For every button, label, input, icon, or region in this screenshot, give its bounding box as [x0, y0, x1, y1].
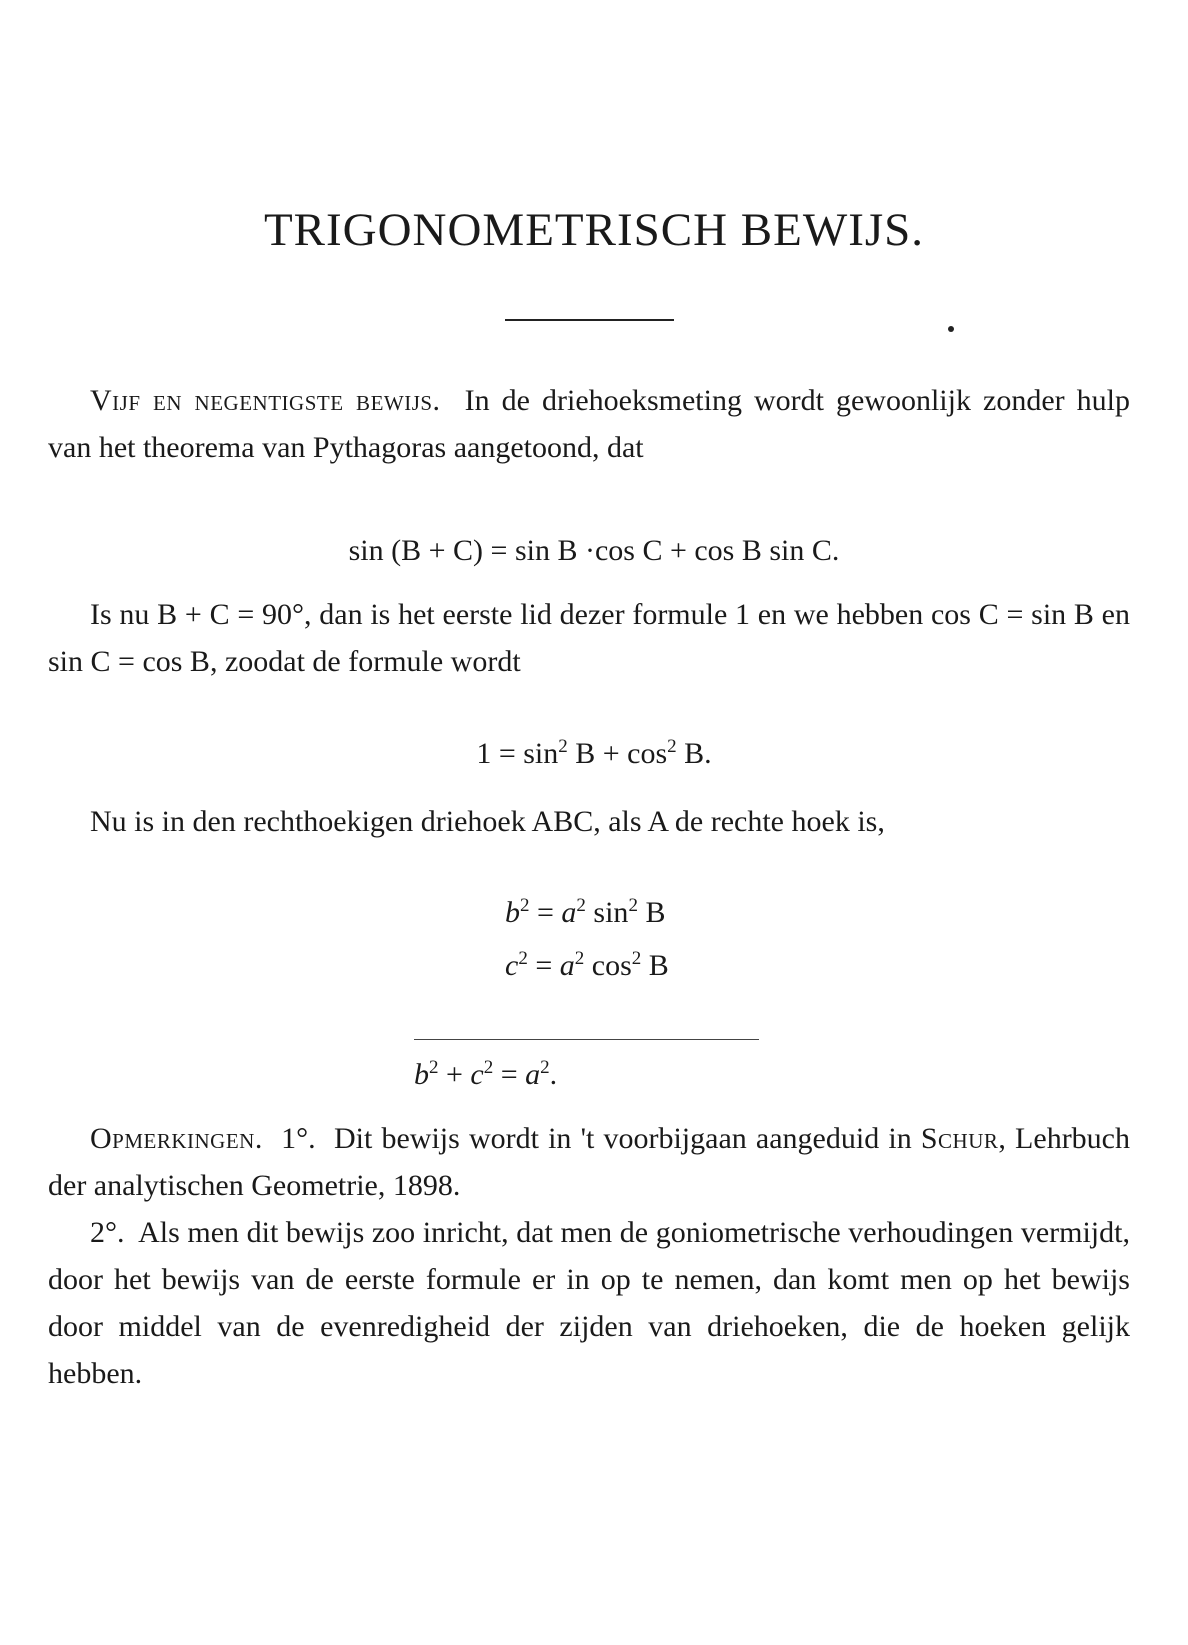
- eq1-var: b: [505, 896, 520, 929]
- right-triangle-text: Nu is in den rechthoekigen driehoek ABC, als A de rechte hoek is,: [90, 805, 885, 838]
- remark-1-number: 1°.: [281, 1122, 316, 1155]
- eq1-fn: sin: [585, 896, 629, 929]
- equation-pythagoras: [414, 1055, 557, 1095]
- equation-b-squared: [505, 893, 665, 933]
- identity-exp2: 2: [667, 736, 677, 757]
- proof-heading: Vijf en negentigste bewijs.: [90, 384, 441, 417]
- substitution-text: Is nu B + C = 90°, dan is het eerste lid dezer formule 1 en we hebben cos C = sin B en sin C = cos B, zoodat de formule wordt: [48, 598, 1130, 678]
- remark-2-text: Als men dit bewijs zoo inricht, dat men de goniometrische verhoudingen vermijdt, door het bewijs van de eerste formule er in op te nemen, dan komt men op het bewijs door middel van de evenredigheid der zijden van driehoeken, die de hoeken gelijk hebben.: [48, 1216, 1130, 1390]
- paragraph-right-triangle: [48, 798, 1130, 845]
- eq2-var: c: [505, 949, 519, 982]
- ink-dot: [948, 326, 954, 332]
- title-rule: [505, 319, 674, 321]
- eq3-plus: +: [438, 1058, 471, 1091]
- eq2-arg: B: [641, 949, 669, 982]
- paragraph-remarks: [48, 1115, 1130, 1397]
- formula-sine-sum: sin (B + C) = sin B ·cos C + cos B sin C.: [348, 534, 840, 567]
- remarks-heading: Opmerkingen.: [90, 1122, 263, 1155]
- eq1-arg: B: [637, 896, 666, 929]
- proof-intro-text: In de driehoeksmeting wordt gewoonlijk zonder hulp van het theorema van Pythagoras aangetoond, dat: [48, 384, 1130, 464]
- paragraph-substitution: [48, 591, 1130, 685]
- eq3-eq: =: [493, 1058, 526, 1091]
- eq2-eq: =: [527, 949, 560, 982]
- remark-1-source: , Lehrbuch der analytischen Geometrie, 1898.: [48, 1122, 1130, 1202]
- equation-c-squared: [505, 946, 669, 986]
- eq1-eq: =: [529, 896, 562, 929]
- remark-2-number: 2°.: [90, 1216, 125, 1249]
- remark-1-author: Schur: [920, 1122, 999, 1155]
- formula-identity: [0, 734, 1188, 774]
- eq3-e1: 2: [429, 1057, 439, 1078]
- identity-lhs: 1 = sin: [476, 737, 559, 770]
- identity-exp1: 2: [558, 736, 568, 757]
- eq2-cexp: 2: [574, 948, 585, 969]
- eq2-exp: 2: [518, 948, 528, 969]
- eq3-end: .: [549, 1058, 558, 1091]
- eq3-v2: c: [470, 1058, 484, 1091]
- identity-rhs: B.: [676, 737, 712, 770]
- eq3-v3: a: [525, 1058, 541, 1091]
- page-title: TRIGONOMETRISCH BEWIJS.: [263, 204, 925, 256]
- eq3-e3: 2: [540, 1057, 550, 1078]
- paragraph-proof-intro: [48, 377, 1130, 471]
- eq1-fexp: 2: [628, 895, 638, 916]
- remark-1-text: Dit bewijs wordt in 't voorbijgaan aangeduid in: [333, 1122, 912, 1155]
- eq3-e2: 2: [483, 1057, 494, 1078]
- eq1-coef: a: [561, 896, 577, 929]
- eq2-fexp: 2: [631, 948, 642, 969]
- eq1-cexp: 2: [576, 895, 586, 916]
- eq2-coef: a: [559, 949, 575, 982]
- eq3-v1: b: [414, 1058, 429, 1091]
- identity-mid: B + cos: [567, 737, 668, 770]
- sum-rule: [414, 1039, 759, 1040]
- eq2-fn: cos: [584, 949, 632, 982]
- eq1-exp: 2: [520, 895, 530, 916]
